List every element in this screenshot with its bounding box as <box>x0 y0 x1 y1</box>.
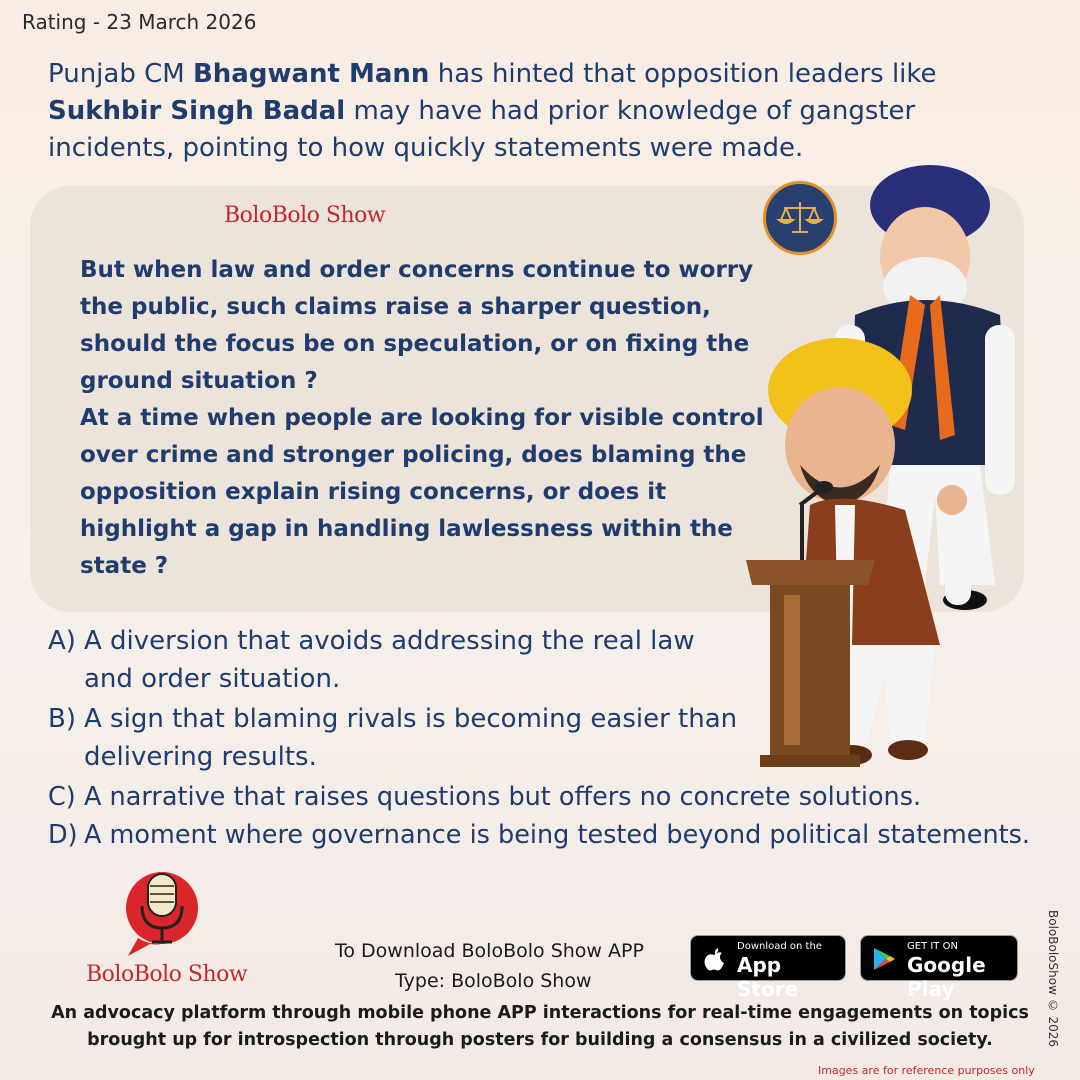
question-paragraph-2: At a time when people are looking for visible control over crime and stronger policing, does blaming the opposition explain rising concerns, or does it highlight a gap in handling lawlessness within the state ? <box>80 405 764 579</box>
download-instruction: To Download BoloBolo Show APP <box>335 940 644 962</box>
image-disclaimer: Images are for reference purposes only <box>818 1064 1035 1077</box>
intro-name-badal: Sukhbir Singh Badal <box>48 96 346 126</box>
option-a[interactable] <box>48 622 748 698</box>
option-d-key: D) <box>48 820 78 850</box>
app-store-label: App Store <box>737 953 799 1001</box>
politicians-illustration <box>740 165 1040 775</box>
option-c-text: A narrative that raises questions but offers no concrete solutions. <box>84 782 922 812</box>
tagline: An advocacy platform through mobile phone APP interactions for real-time engagements on topics brought up for introspection through posters for building a consensus in a civilized society. <box>51 1003 1029 1050</box>
intro-part-3: may have had prior knowledge of gangster incidents, pointing to how quickly statements were made. <box>48 96 916 163</box>
option-a-key: A) <box>48 626 76 656</box>
option-c[interactable] <box>48 778 1068 816</box>
option-a-text-1: A diversion that avoids addressing the real law <box>84 626 695 656</box>
intro-name-mann: Bhagwant Mann <box>192 59 430 89</box>
footer-brand-logo: BoloBolo Show <box>86 962 248 987</box>
option-b[interactable] <box>48 700 758 776</box>
option-b-text-1: A sign that blaming rivals is becoming easier than <box>84 704 738 734</box>
intro-text <box>48 56 1048 167</box>
option-b-text-2: delivering results. <box>84 742 317 772</box>
intro-part-2: has hinted that opposition leaders like <box>429 59 937 89</box>
option-d[interactable] <box>48 816 1078 854</box>
copyright-notice: BoloBoloShow © 2026 <box>1046 910 1060 1048</box>
option-d-text: A moment where governance is being tested beyond political statements. <box>84 820 1030 850</box>
option-c-key: C) <box>48 782 76 812</box>
app-store-button[interactable] <box>690 935 846 1001</box>
question-text <box>80 252 770 585</box>
card-brand-logo: BoloBolo Show <box>224 203 386 228</box>
google-play-label: Google Play <box>907 953 986 1001</box>
download-type-instruction: Type: BoloBolo Show <box>395 970 592 992</box>
app-store-small-label: Download on the <box>737 941 822 952</box>
google-play-icon <box>871 946 897 972</box>
option-b-key: B) <box>48 704 76 734</box>
question-paragraph-1: But when law and order concerns continue to worry the public, such claims raise a sharper question, should the focus be on speculation, or on fixing the ground situation ? <box>80 257 754 394</box>
microphone-icon <box>122 868 202 960</box>
google-play-small-label: GET IT ON <box>907 941 958 952</box>
rating-date: Rating - 23 March 2026 <box>22 10 257 34</box>
intro-part-1: Punjab CM <box>48 59 193 89</box>
google-play-button[interactable] <box>860 935 1018 1001</box>
apple-icon <box>703 946 725 972</box>
option-a-text-2: and order situation. <box>84 664 341 694</box>
